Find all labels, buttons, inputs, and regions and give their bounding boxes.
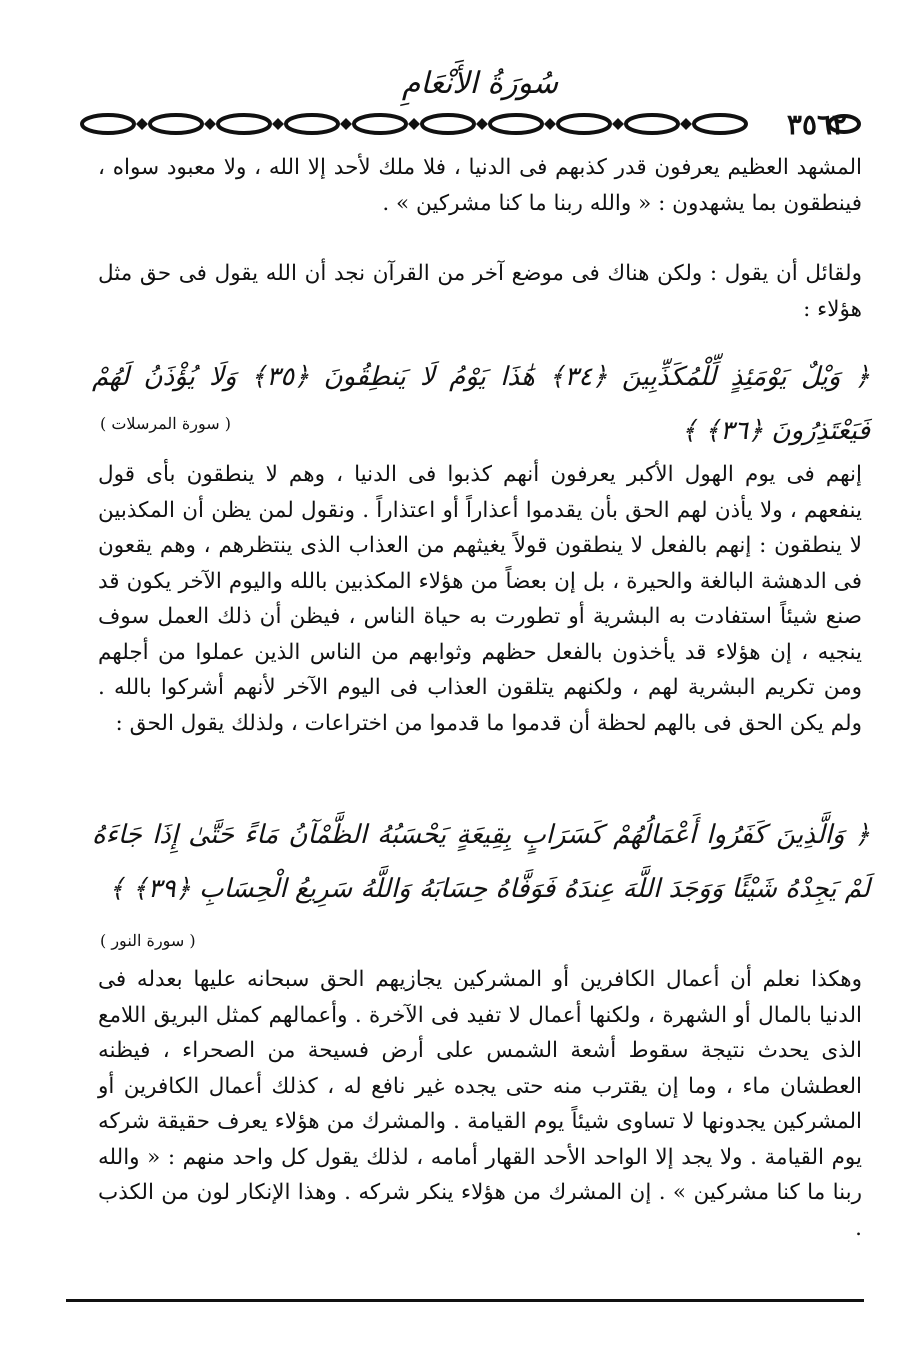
ornament-diamond	[136, 118, 148, 130]
ornament-link	[490, 115, 542, 133]
ornament-link	[82, 115, 134, 133]
ornament-link	[354, 115, 406, 133]
ornament-diamond	[680, 118, 692, 130]
ornament-diamond	[544, 118, 556, 130]
paragraph-2: ولقائل أن يقول : ولكن هناك فى موضع آخر من القرآن نجد أن الله يقول فى حق مثل هؤلاء :	[98, 261, 862, 322]
ornament-link	[558, 115, 610, 133]
verse-reference-mursalat: ( سورة المرسلات )	[100, 414, 231, 433]
page-number: ٣٥٦٢	[786, 108, 848, 141]
ornament-diamond	[612, 118, 624, 130]
header-ornament-border	[72, 104, 772, 144]
quran-verse-nur: ﴿ وَالَّذِينَ كَفَرُوا أَعْمَالُهُمْ كَسَرَابٍ بِقِيعَةٍ يَحْسَبُهُ الظَّمْآنُ مَاءً حَتَّىٰ إِذَا جَاءَهُ لَمْ يَجِدْهُ شَيْئًا وَوَجَدَ اللَّهَ عِندَهُ فَوَفَّاهُ حِسَابَهُ وَاللَّهُ سَرِيعُ الْحِسَابِ ﴿٣٩﴾ ﴾	[92, 820, 870, 904]
ornament-link	[422, 115, 474, 133]
ornament-diamond	[204, 118, 216, 130]
paragraph-1: المشهد العظيم يعرفون قدر كذبهم فى الدنيا ، فلا ملك لأحد إلا الله ، ولا معبود سواه ، فينطقون بما يشهدون : « والله ربنا ما كنا مشركين » .	[98, 155, 862, 216]
ornament-link	[150, 115, 202, 133]
ornament-link	[626, 115, 678, 133]
paragraph-4: وهكذا نعلم أن أعمال الكافرين أو المشركين يجازيهم الحق سبحانه عليها بعدله فى الدنيا بالمال أو الشهرة ، ولكنها أعمال لا تفيد فى الآخرة . وأعمالهم كمثل البريق اللامع الذى يحدث نتيجة سقوط أشعة الشمس على أرض فسيحة من الصحراء ، فيظنه العطشان ماء ، وما إن يقترب منه حتى يجده غير نافع له ، كذلك أعمال الكافرين أو المشركين يجدونها لا تساوى شيئاً يوم القيامة . والمشرك من هؤلاء يعرف حقيقة شركه يوم القيامة . ولا يجد إلا الواحد الأحد القهار أمامه ، لذلك يقول كل واحد منهم : « والله ربنا ما كنا مشركين » . إن المشرك من هؤلاء ينكر شركه . وهذا الإنكار لون من الكذب .	[98, 967, 862, 1241]
ornament-diamond	[408, 118, 420, 130]
verse-reference-nur: ( سورة النور )	[100, 931, 196, 950]
ornament-end-cap	[826, 112, 862, 136]
bottom-rule	[66, 1299, 864, 1302]
ornament-diamond	[272, 118, 284, 130]
ornament-link	[286, 115, 338, 133]
ornament-link	[218, 115, 270, 133]
ornament-diamond	[340, 118, 352, 130]
quran-verse-mursalat: ﴿ وَيْلٌ يَوْمَئِذٍ لِّلْمُكَذِّبِينَ ﴿٣٤﴾ هَٰذَا يَوْمُ لَا يَنطِقُونَ ﴿٣٥﴾ وَلَا يُؤْذَنُ لَهُمْ فَيَعْتَذِرُونَ ﴿٣٦﴾ ﴾	[92, 362, 871, 446]
ornament-diamond	[476, 118, 488, 130]
ornament-link	[694, 115, 746, 133]
paragraph-3: إنهم فى يوم الهول الأكبر يعرفون أنهم كذبوا فى الدنيا ، وهم لا ينطقون بأى قول ينفعهم ، ولا يأذن لهم الحق بأن يقدموا أعذاراً أو اعتذاراً . ونقول لمن يظن أن المكذبين لا ينطقون : إنهم بالفعل لا ينطقون قولاً يغيثهم من العذاب الذى ينتظرهم ، وهم يقعون فى الدهشة البالغة والحيرة ، بل إن بعضاً من هؤلاء المكذبين بالله واليوم الآخر يكون قد صنع شيئاً استفادت به البشرية أو تطورت به حياة الناس ، فيظن أن ذلك العمل سوف ينجيه ، إن هؤلاء قد يأخذون بالفعل حظهم وثوابهم من الناس الذين عملوا من أجلهم ومن تكريم البشرية لهم ، ولكنهم يتلقون العذاب فى اليوم الآخر لأنهم أشركوا بالله . ولم يكن الحق فى بالهم لحظة أن قدموا ما قدموا من اختراعات ، ولذلك يقول الحق :	[98, 462, 862, 736]
surah-title: سُورَةُ الأَنْعَامِ	[401, 66, 559, 101]
